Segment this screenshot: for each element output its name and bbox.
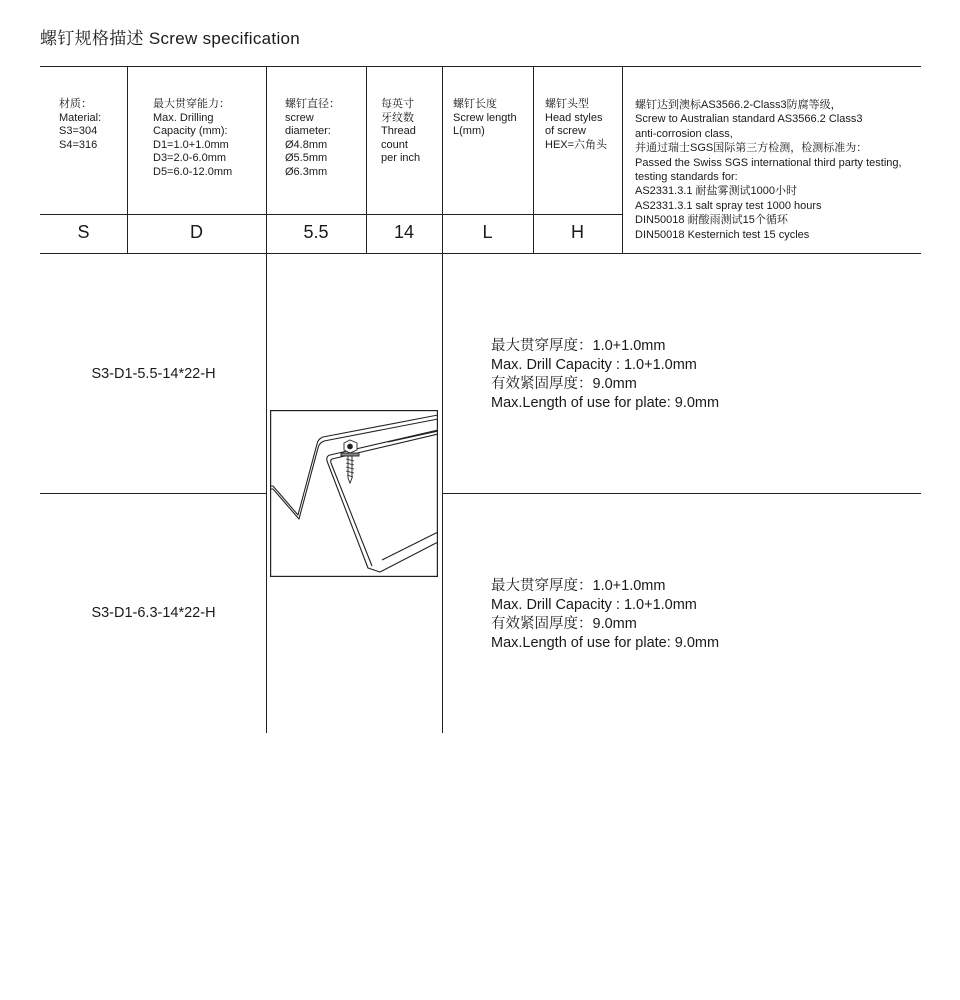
standard-note: 螺钉达到澳标AS3566.2-Class3防腐等级， Screw to Australian standard AS3566.2 Class3 anti-corrosion class, 并通过瑞士SGS国际第三方检测，检测标准为： Passed the Swiss SGS international third party testing, testing standards for: AS2331.3.1 耐盐雾测试1000小时 AS2331.3.1 salt spray test 1000 hours DIN50018 耐酸雨测试15个循环 DIN50018 Kesternich test 15 cycles [635,99,902,241]
header-cell-head-style: 螺钉头型 Head styles of screw HEX=六角头 [545,98,608,151]
code-diameter: 5.5 [303,222,329,242]
header-bottom-rule [40,253,921,254]
product-col-divider-1 [266,253,267,733]
col-divider-6 [622,66,623,253]
header-cell-thread-count: 每英寸 牙纹数 Thread count per inch [381,98,421,165]
table-top-rule [40,66,921,67]
code-material: S [77,222,90,242]
code-head: H [571,222,584,242]
header-cell-drilling-capacity: 最大贯穿能力： Max. Drilling Capacity (mm): D1=1.0+1.0mm D3=2.0-6.0mm D5=6.0-12.0mm [153,98,233,178]
product-specs: 最大贯穿厚度：1.0+1.0mm Max. Drill Capacity : 1.0+1.0mm 有效紧固厚度：9.0mm Max.Length of use for plate: 9.0mm [491,338,720,411]
product-row-divider-left [40,493,266,494]
installation-diagram [270,410,438,577]
code-drilling: D [190,222,203,242]
product-name: S3-D1-5.5-14*22-H [91,366,216,382]
code-thread: 14 [393,222,415,242]
code-length: L [482,222,493,242]
header-cell-material: 材质： Material: S3=304 S4=316 [59,98,102,151]
header-cell-screw-length: 螺钉长度 Screw length L(mm) [453,98,517,138]
page-title: 螺钉规格描述 Screw specification [40,29,301,48]
product-name: S3-D1-6.3-14*22-H [91,605,216,621]
product-row-divider-right [442,493,921,494]
header-cell-screw-diameter: 螺钉直径： screw diameter: Ø4.8mm Ø5.5mm Ø6.3mm [285,98,340,178]
product-specs: 最大贯穿厚度：1.0+1.0mm Max. Drill Capacity : 1.0+1.0mm 有效紧固厚度：9.0mm Max.Length of use for plate: 9.0mm [491,578,720,651]
